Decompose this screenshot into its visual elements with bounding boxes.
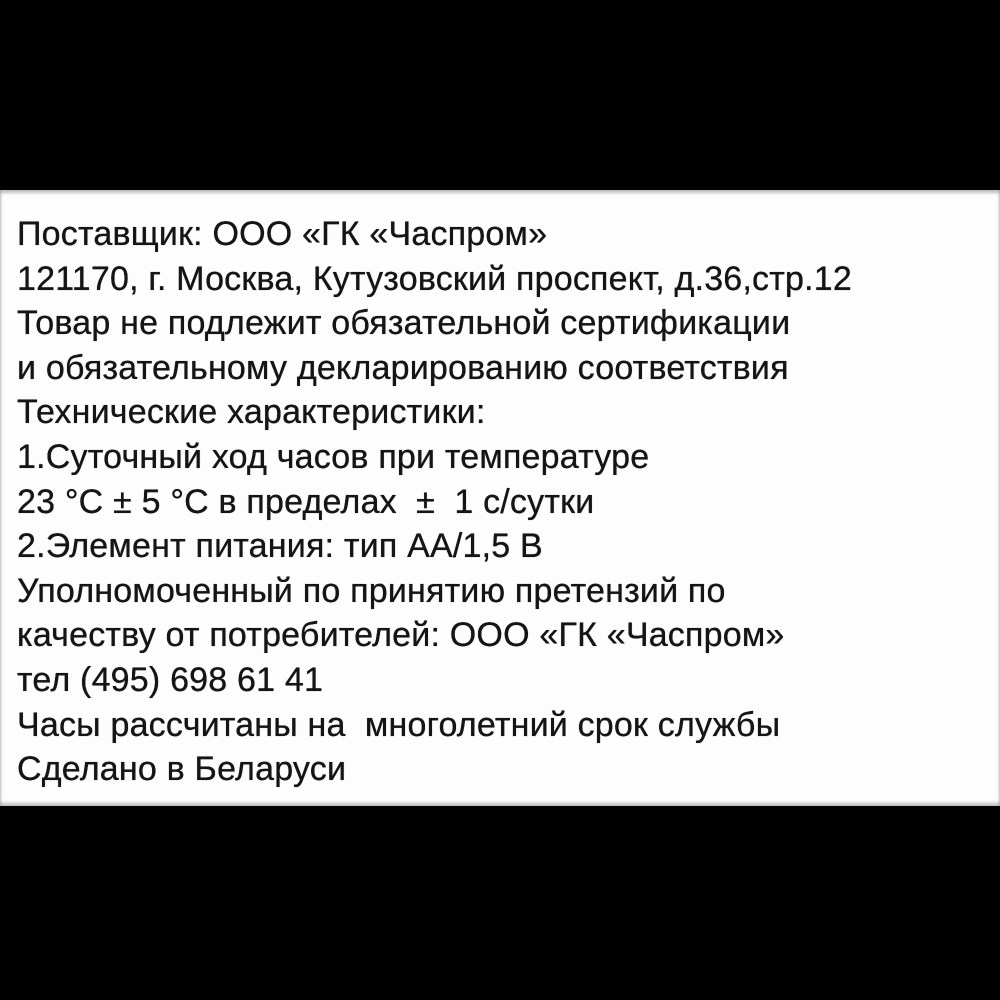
supplier-address-line: 121170, г. Москва, Кутузовский проспект, д.36,стр.12 <box>17 259 852 298</box>
certification-line-1: Товар не подлежит обязательной сертификации <box>17 304 791 343</box>
supplier-line: Поставщик: ООО «ГК «Часпром» <box>17 215 548 253</box>
photo-black-band-bottom <box>0 806 1000 1000</box>
lifespan-line: Часы рассчитаны на многолетний срок службы <box>17 705 781 744</box>
certification-line-2: и обязательному декларированию соответствия <box>17 348 789 387</box>
claims-agent-line-2: качеству от потребителей: ООО «ГК «Часпром» <box>17 616 785 655</box>
made-in-line: Сделано в Беларуси <box>17 750 347 789</box>
spec-daily-rate-line-1: 1.Суточный ход часов при температуре <box>17 437 650 476</box>
label-paper <box>0 190 1000 806</box>
spec-battery-line: 2.Элемент питания: тип АА/1,5 В <box>17 527 543 566</box>
tech-specs-heading: Технические характеристики: <box>17 393 486 432</box>
label-text-block <box>17 212 996 792</box>
photo-black-band-top <box>0 0 1000 190</box>
claims-agent-line-1: Уполномоченный по принятию претензий по <box>17 571 726 610</box>
spec-daily-rate-line-2: 23 °С ± 5 °С в пределах ± 1 с/сутки <box>17 482 595 521</box>
phone-line: тел (495) 698 61 41 <box>17 660 324 699</box>
